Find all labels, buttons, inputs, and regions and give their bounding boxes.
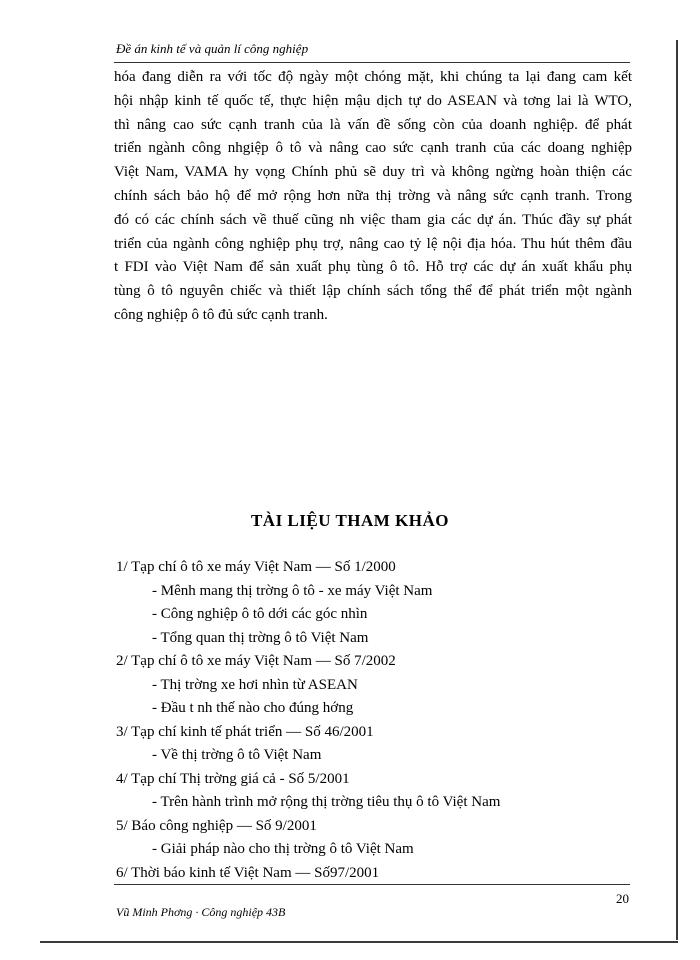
body-line: đó có các chính sách về thuế cũng nh việc tham gia các dự án. Thúc đầy sự phát — [114, 211, 632, 228]
body-line: hội nhập kinh tế quốc tế, thực hiện mậu dịch tự do ASEAN và tơng lai là WTO, — [114, 92, 632, 109]
reference-source: 3/ Tạp chí kinh tế phát triển — Số 46/2001 — [116, 723, 374, 740]
body-line: triển của ngành công nghiệp phụ trợ, nâng cao tỷ lệ nội địa hóa. Thu hút thêm đầu — [114, 235, 632, 252]
page-shadow-right — [676, 40, 678, 940]
reference-article: - Mênh mang thị trờng ô tô - xe máy Việt Nam — [152, 582, 433, 599]
reference-article: - Tổng quan thị trờng ô tô Việt Nam — [152, 629, 369, 646]
running-header: Đề án kinh tế và quản lí công nghiệp — [116, 41, 309, 56]
body-line: công nghiệp ô tô đủ sức cạnh tranh. — [114, 306, 328, 323]
body-line: thì nâng cao sức cạnh tranh của là vấn đề sống còn của doanh nghiệp. để phát — [114, 116, 632, 133]
page-number: 20 — [616, 891, 629, 906]
footer-divider — [114, 884, 630, 885]
reference-source: 5/ Báo công nghiệp — Số 9/2001 — [116, 817, 317, 834]
body-line: triển ngành công nhgiệp ô tô và nâng cao sức cạnh tranh của các doang nghiệp — [114, 140, 632, 157]
references-title: TÀI LIỆU THAM KHẢO — [250, 511, 450, 530]
body-line: Việt Nam, VAMA hy vọng Chính phủ sẽ duy trì và không ngừng hoàn thiện các — [114, 164, 632, 181]
reference-article: - Giải pháp nào cho thị trờng ô tô Việt Nam — [152, 841, 414, 857]
references-list — [116, 556, 636, 885]
body-line: hóa đang diễn ra với tốc độ ngày một chóng mặt, khi chúng ta lại đang cam kết — [114, 69, 632, 85]
body-line: t FDI vào Việt Nam để sản xuất phụ tùng ô tô. Hỗ trợ các dự án xuất khẩu phụ — [114, 259, 632, 276]
reference-article: - Công nghiệp ô tô dới các góc nhìn — [152, 606, 368, 622]
body-paragraph — [114, 66, 632, 328]
reference-source: 2/ Tạp chí ô tô xe máy Việt Nam — Số 7/2002 — [116, 653, 396, 669]
reference-article: - Đầu t nh thế nào cho đúng hớng — [152, 700, 354, 716]
reference-article: - Về thị trờng ô tô Việt Nam — [152, 747, 322, 763]
reference-article: - Thị trờng xe hơi nhìn từ ASEAN — [152, 676, 358, 693]
page-shadow-bottom — [40, 941, 678, 943]
reference-source: 4/ Tạp chí Thị trờng giá cả - Số 5/2001 — [116, 770, 350, 787]
reference-source: 1/ Tạp chí ô tô xe máy Việt Nam — Số 1/2000 — [116, 559, 396, 575]
body-line: tùng ô tô nguyên chiếc và thiết lập chính sách tổng thể để phát triển một ngành — [114, 283, 632, 300]
header-divider — [114, 62, 630, 63]
footer-author: Vũ Minh Phơng · Công nghiệp 43B — [116, 905, 286, 919]
reference-article: - Trên hành trình mở rộng thị trờng tiêu thụ ô tô Việt Nam — [152, 794, 501, 810]
body-line: chính sách bảo hộ để mở rộng hơn nữa thị trờng và nâng sức cạnh tranh. Trong — [114, 187, 632, 204]
reference-source: 6/ Thời báo kinh tế Việt Nam — Số97/2001 — [116, 864, 380, 881]
